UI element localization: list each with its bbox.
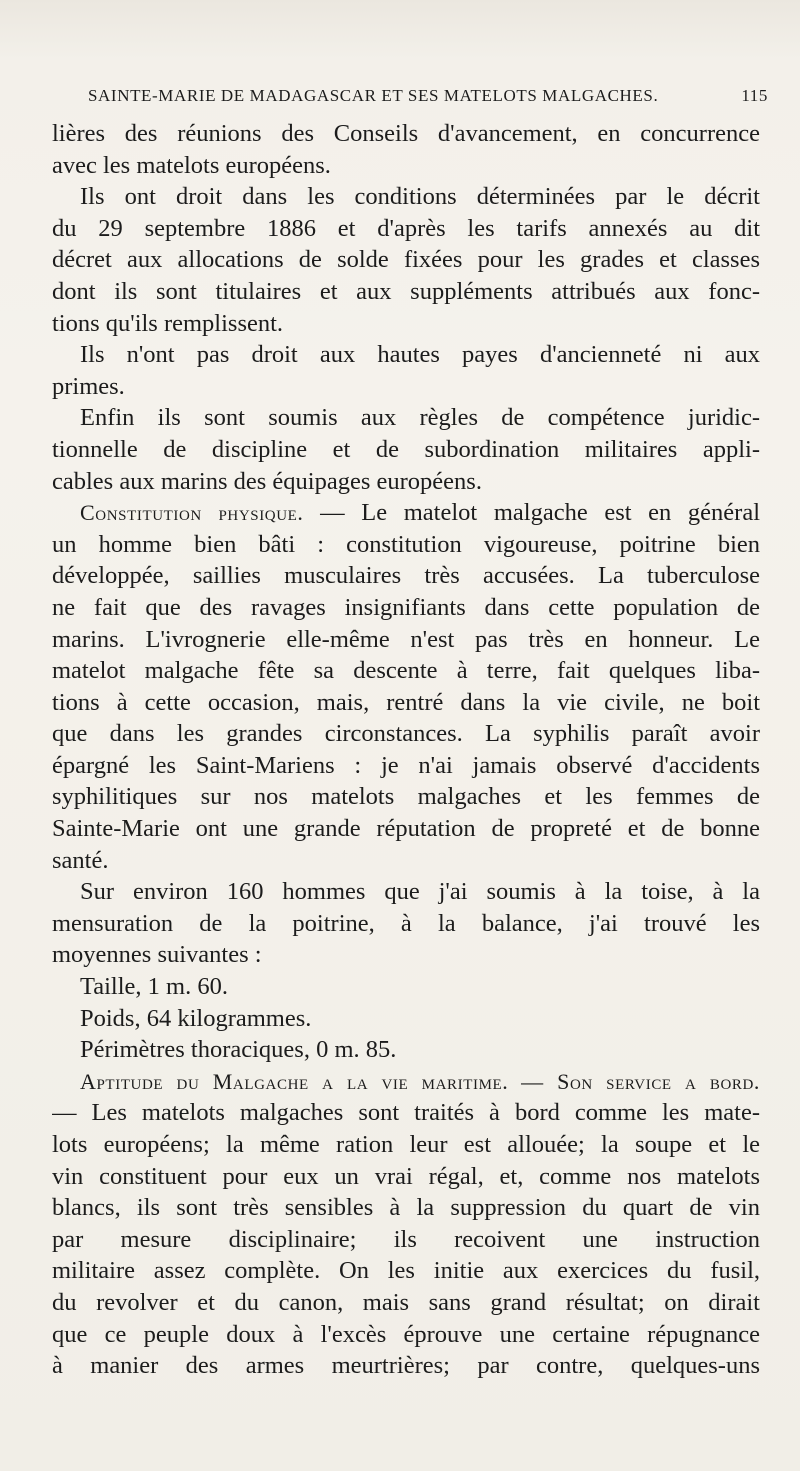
text-line: moyennes suivantes : [52, 941, 262, 969]
text-line: du revolver et du canon, mais sans grand résultat; on dirait [52, 1288, 760, 1316]
text-line: à manier des armes meurtrières; par contre, quelques-uns [52, 1352, 760, 1380]
measurement-chest: Périmètres thoraciques, 0 m. 85. [80, 1036, 397, 1064]
text-line: avec les matelots européens. [52, 151, 331, 179]
text-line: par mesure disciplinaire; ils recoivent une instruction [52, 1225, 760, 1253]
text-line: Sur environ 160 hommes que j'ai soumis à la toise, à la [80, 878, 760, 906]
text-line: développée, saillies musculaires très accusées. La tuberculose [52, 562, 760, 590]
text-line: tionnelle de discipline et de subordination militaires appli- [52, 435, 760, 463]
text-line: Enfin ils sont soumis aux règles de compétence juridic- [80, 404, 760, 432]
text-line: du 29 septembre 1886 et d'après les tarifs annexés au dit [52, 214, 760, 242]
section-text: — Le matelot malgache est en général [320, 499, 760, 527]
text-line: décret aux allocations de solde fixées pour les grades et classes [52, 246, 760, 274]
text-line: militaire assez complète. On les initie aux exercices du fusil, [52, 1257, 760, 1285]
text-line: marins. L'ivrognerie elle-même n'est pas très en honneur. Le [52, 625, 760, 653]
text-line: un homme bien bâti : constitution vigoureuse, poitrine bien [52, 530, 760, 558]
text-line: cables aux marins des équipages européens. [52, 467, 482, 495]
text-line: lières des réunions des Conseils d'avancement, en concurrence [52, 120, 760, 147]
text-line: dont ils sont titulaires et aux suppléments attribués aux fonc- [52, 277, 760, 305]
text-line: lots européens; la même ration leur est allouée; la soupe et le [52, 1131, 760, 1158]
text-line: tions à cette occasion, mais, rentré dans la vie civile, ne boit [52, 688, 760, 716]
section-heading-line [52, 497, 760, 529]
text-line: vin constituent pour eux un vrai régal, et, comme nos matelots [52, 1162, 760, 1190]
text-line: mensuration de la poitrine, à la balance, j'ai trouvé les [52, 909, 760, 937]
text-line: Ils n'ont pas droit aux hautes payes d'ancienneté ni aux [80, 341, 760, 369]
text-line: matelot malgache fête sa descente à terre, fait quelques liba- [52, 657, 760, 685]
section-heading-service: — Son service a bord. [521, 1068, 760, 1094]
text-line: — Les matelots malgaches sont traités à bord comme les mate- [52, 1099, 760, 1127]
section-heading-line [52, 1066, 760, 1098]
text-line: syphilitiques sur nos matelots malgaches et les femmes de [52, 783, 760, 811]
text-line: santé. [52, 846, 109, 874]
running-header [88, 86, 768, 116]
text-line: que dans les grandes circonstances. La syphilis paraît avoir [52, 720, 760, 748]
running-title: SAINTE-MARIE DE MADAGASCAR ET SES MATELOTS MALGACHES. [88, 86, 659, 105]
section-heading-aptitude: Aptitude du Malgache a la vie maritime. [80, 1068, 509, 1094]
text-line: tions qu'ils remplissent. [52, 309, 284, 337]
text-line: blancs, ils sont très sensibles à la suppression du quart de vin [52, 1194, 760, 1222]
page-number: 115 [741, 86, 768, 105]
text-line: ne fait que des ravages insignifiants dans cette population de [52, 593, 760, 621]
text-line: que ce peuple doux à l'excès éprouve une certaine répugnance [52, 1320, 760, 1348]
text-line: Sainte-Marie ont une grande réputation de propreté et de bonne [52, 815, 760, 843]
text-line: Ils ont droit dans les conditions déterminées par le décrit [80, 183, 760, 211]
body-text [52, 118, 760, 1382]
section-heading-constitution: Constitution physique. [80, 500, 304, 526]
text-line: épargné les Saint-Mariens : je n'ai jamais observé d'accidents [52, 751, 760, 779]
text-line: primes. [52, 372, 125, 400]
measurement-height: Taille, 1 m. 60. [80, 973, 228, 1001]
measurement-weight: Poids, 64 kilogrammes. [80, 1004, 312, 1032]
